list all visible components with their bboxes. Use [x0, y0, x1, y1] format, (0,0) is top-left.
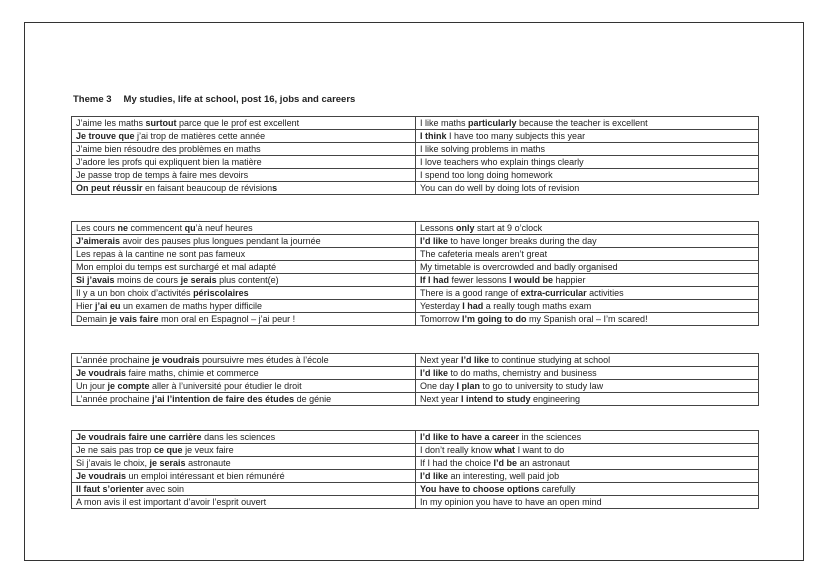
key-phrase-text: surtout: [145, 118, 177, 128]
key-phrase-text: I’d like: [420, 368, 449, 378]
french-phrase-cell: [72, 274, 416, 287]
phrase-text: to continue studying at school: [489, 355, 611, 365]
key-phrase-text: I intend to study: [461, 394, 531, 404]
french-phrase-cell: [72, 287, 416, 300]
vocab-row: [72, 300, 759, 313]
key-phrase-text: périscolaires: [193, 288, 249, 298]
key-phrase-text: what: [494, 445, 516, 455]
vocab-row: [72, 483, 759, 496]
vocab-row: [72, 248, 759, 261]
english-translation-cell: [416, 393, 759, 406]
vocab-row: [72, 130, 759, 143]
english-translation-cell: [416, 117, 759, 130]
french-phrase-cell: [72, 496, 416, 509]
phrase-text: Tomorrow: [420, 314, 463, 324]
french-phrase-cell: [72, 143, 416, 156]
phrase-text: Les cours: [76, 223, 118, 233]
phrase-text: un emploi intéressant et bien rémunéré: [126, 471, 285, 481]
vocab-row: [72, 143, 759, 156]
french-phrase-cell: [72, 130, 416, 143]
phrase-text: The cafeteria meals aren’t great: [420, 249, 548, 259]
key-phrase-text: je serais: [180, 275, 217, 285]
key-phrase-text: extra-curricular: [520, 288, 587, 298]
french-phrase-cell: [72, 393, 416, 406]
phrase-text: Il y a un bon choix d’activités: [76, 288, 194, 298]
french-phrase-cell: [72, 380, 416, 393]
key-phrase-text: You have to choose options: [420, 484, 540, 494]
vocab-table-studies: [71, 116, 759, 195]
english-translation-cell: [416, 143, 759, 156]
key-phrase-text: Je voudrais: [76, 471, 127, 481]
french-phrase-cell: [72, 431, 416, 444]
phrase-text: an interesting, well paid job: [448, 471, 560, 481]
key-phrase-text: Je voudrais: [76, 368, 127, 378]
phrase-text: avoir des pauses plus longues pendant la journée: [120, 236, 321, 246]
key-phrase-text: Je voudrais faire une carrière: [76, 432, 202, 442]
english-translation-cell: [416, 130, 759, 143]
vocab-row: [72, 380, 759, 393]
key-phrase-text: I’d like to have a career: [420, 432, 520, 442]
key-phrase-text: j’ai l’intention de faire des études: [152, 394, 295, 404]
page-title: [73, 94, 355, 105]
french-phrase-cell: [72, 313, 416, 326]
phrase-text: A mon avis il est important d’avoir l’esprit ouvert: [76, 497, 267, 507]
phrase-text: J’aime bien résoudre des problèmes en maths: [76, 144, 261, 154]
phrase-text: I want to do: [515, 445, 565, 455]
key-phrase-text: I plan: [456, 381, 481, 391]
phrase-text: J’aime les maths: [76, 118, 146, 128]
phrase-text: engineering: [530, 394, 581, 404]
phrase-text: Si j’avais le choix,: [76, 458, 150, 468]
french-phrase-cell: [72, 156, 416, 169]
key-phrase-text: I’d like: [420, 471, 449, 481]
vocab-row: [72, 444, 759, 457]
phrase-text: moins de cours: [114, 275, 181, 285]
phrase-text: mon oral en Espagnol – j’ai peur !: [158, 314, 296, 324]
french-phrase-cell: [72, 470, 416, 483]
vocab-row: [72, 117, 759, 130]
theme-heading: My studies, life at school, post 16, jobs and careers: [123, 94, 356, 105]
key-phrase-text: I think: [420, 131, 447, 141]
phrase-text: avec soin: [143, 484, 185, 494]
phrase-text: Je ne sais pas trop: [76, 445, 155, 455]
phrase-text: Yesterday: [420, 301, 463, 311]
phrase-text: en faisant beaucoup de révision: [142, 183, 273, 193]
english-translation-cell: [416, 169, 759, 182]
vocab-row: [72, 470, 759, 483]
french-phrase-cell: [72, 117, 416, 130]
key-phrase-text: Si j’avais: [76, 275, 115, 285]
french-phrase-cell: [72, 444, 416, 457]
french-phrase-cell: [72, 483, 416, 496]
english-translation-cell: [416, 156, 759, 169]
phrase-text: to have longer breaks during the day: [448, 236, 597, 246]
vocab-row: [72, 274, 759, 287]
english-translation-cell: [416, 431, 759, 444]
phrase-text: fewer lessons: [449, 275, 510, 285]
key-phrase-text: je vais faire: [109, 314, 159, 324]
phrase-text: dans les sciences: [201, 432, 276, 442]
vocab-row: [72, 457, 759, 470]
english-translation-cell: [416, 313, 759, 326]
english-translation-cell: [416, 182, 759, 195]
french-phrase-cell: [72, 261, 416, 274]
phrase-text: I love teachers who explain things clearly: [420, 157, 584, 167]
key-phrase-text: je voudrais: [152, 355, 200, 365]
key-phrase-text: I’m going to do: [462, 314, 527, 324]
phrase-text: because the teacher is excellent: [516, 118, 648, 128]
phrase-text: If I had the choice: [420, 458, 494, 468]
phrase-text: Next year: [420, 394, 462, 404]
key-phrase-text: ne: [117, 223, 129, 233]
key-phrase-text: je serais: [149, 458, 186, 468]
phrase-text: to go to university to study law: [480, 381, 604, 391]
key-phrase-text: j’ai eu: [95, 301, 121, 311]
french-phrase-cell: [72, 182, 416, 195]
phrase-text: poursuivre mes études à l’école: [199, 355, 329, 365]
key-phrase-text: I’d like: [461, 355, 490, 365]
english-translation-cell: [416, 354, 759, 367]
french-phrase-cell: [72, 300, 416, 313]
phrase-text: an astronaut: [517, 458, 570, 468]
phrase-text: Hier: [76, 301, 96, 311]
french-phrase-cell: [72, 235, 416, 248]
english-translation-cell: [416, 483, 759, 496]
vocab-row: [72, 354, 759, 367]
vocab-row: [72, 222, 759, 235]
phrase-text: commencent: [128, 223, 185, 233]
phrase-text: carefully: [539, 484, 576, 494]
key-phrase-text: ce que: [154, 445, 183, 455]
phrase-text: Je passe trop de temps à faire mes devoirs: [76, 170, 249, 180]
english-translation-cell: [416, 367, 759, 380]
french-phrase-cell: [72, 169, 416, 182]
phrase-text: happier: [553, 275, 586, 285]
english-translation-cell: [416, 274, 759, 287]
key-phrase-text: only: [456, 223, 475, 233]
vocab-table-school-life: [71, 221, 759, 326]
phrase-text: ’à neuf heures: [195, 223, 253, 233]
key-phrase-text: J’aimerais: [76, 236, 121, 246]
vocab-table-post16: [71, 353, 759, 406]
phrase-text: activities: [586, 288, 624, 298]
phrase-text: faire maths, chimie et commerce: [126, 368, 259, 378]
phrase-text: Un jour: [76, 381, 108, 391]
vocab-row: [72, 393, 759, 406]
vocab-row: [72, 156, 759, 169]
phrase-text: Mon emploi du temps est surchargé et mal adapté: [76, 262, 277, 272]
key-phrase-text: Je trouve que: [76, 131, 135, 141]
key-phrase-text: I’d be: [493, 458, 518, 468]
english-translation-cell: [416, 222, 759, 235]
phrase-text: j’ai trop de matières cette année: [134, 131, 266, 141]
french-phrase-cell: [72, 457, 416, 470]
vocab-row: [72, 431, 759, 444]
vocab-row: [72, 182, 759, 195]
french-phrase-cell: [72, 248, 416, 261]
phrase-text: J’adore les profs qui expliquent bien la matière: [76, 157, 262, 167]
phrase-text: You can do well by doing lots of revision: [420, 183, 580, 193]
vocab-row: [72, 287, 759, 300]
phrase-text: plus content(e): [216, 275, 279, 285]
english-translation-cell: [416, 380, 759, 393]
vocab-row: [72, 169, 759, 182]
key-phrase-text: particularly: [468, 118, 517, 128]
key-phrase-text: qu: [184, 223, 196, 233]
phrase-text: I like solving problems in maths: [420, 144, 546, 154]
phrase-text: L’année prochaine: [76, 355, 153, 365]
phrase-text: start at 9 o’clock: [474, 223, 543, 233]
phrase-text: L’année prochaine: [76, 394, 153, 404]
phrase-text: I don’t really know: [420, 445, 495, 455]
phrase-text: de génie: [294, 394, 332, 404]
vocab-row: [72, 496, 759, 509]
phrase-text: Lessons: [420, 223, 457, 233]
key-phrase-text: I would be: [509, 275, 554, 285]
phrase-text: I like maths: [420, 118, 469, 128]
key-phrase-text: s: [272, 183, 278, 193]
english-translation-cell: [416, 496, 759, 509]
english-translation-cell: [416, 300, 759, 313]
phrase-text: un examen de maths hyper difficile: [120, 301, 262, 311]
phrase-text: to do maths, chemistry and business: [448, 368, 597, 378]
phrase-text: in the sciences: [519, 432, 582, 442]
english-translation-cell: [416, 470, 759, 483]
phrase-text: je veux faire: [182, 445, 234, 455]
phrase-text: My timetable is overcrowded and badly organised: [420, 262, 618, 272]
phrase-text: aller à l’université pour étudier le droit: [149, 381, 302, 391]
vocab-table-careers: [71, 430, 759, 509]
phrase-text: Next year: [420, 355, 462, 365]
key-phrase-text: I had: [462, 301, 484, 311]
key-phrase-text: Il faut s’orienter: [76, 484, 144, 494]
phrase-text: parce que le prof est excellent: [176, 118, 300, 128]
english-translation-cell: [416, 235, 759, 248]
phrase-text: Les repas à la cantine ne sont pas fameux: [76, 249, 246, 259]
phrase-text: One day: [420, 381, 457, 391]
phrase-text: In my opinion you have to have an open mind: [420, 497, 602, 507]
key-phrase-text: If I had: [420, 275, 449, 285]
french-phrase-cell: [72, 222, 416, 235]
vocab-row: [72, 367, 759, 380]
phrase-text: I spend too long doing homework: [420, 170, 553, 180]
phrase-text: I have too many subjects this year: [446, 131, 586, 141]
vocab-row: [72, 261, 759, 274]
key-phrase-text: I’d like: [420, 236, 449, 246]
french-phrase-cell: [72, 367, 416, 380]
phrase-text: There is a good range of: [420, 288, 521, 298]
vocab-row: [72, 235, 759, 248]
vocab-row: [72, 313, 759, 326]
key-phrase-text: je compte: [107, 381, 150, 391]
key-phrase-text: On peut réussir: [76, 183, 143, 193]
phrase-text: my Spanish oral – I’m scared!: [526, 314, 648, 324]
english-translation-cell: [416, 287, 759, 300]
phrase-text: a really tough maths exam: [483, 301, 592, 311]
theme-label: Theme 3: [73, 94, 112, 105]
phrase-text: astronaute: [185, 458, 231, 468]
french-phrase-cell: [72, 354, 416, 367]
english-translation-cell: [416, 261, 759, 274]
phrase-text: Demain: [76, 314, 110, 324]
english-translation-cell: [416, 444, 759, 457]
english-translation-cell: [416, 457, 759, 470]
english-translation-cell: [416, 248, 759, 261]
